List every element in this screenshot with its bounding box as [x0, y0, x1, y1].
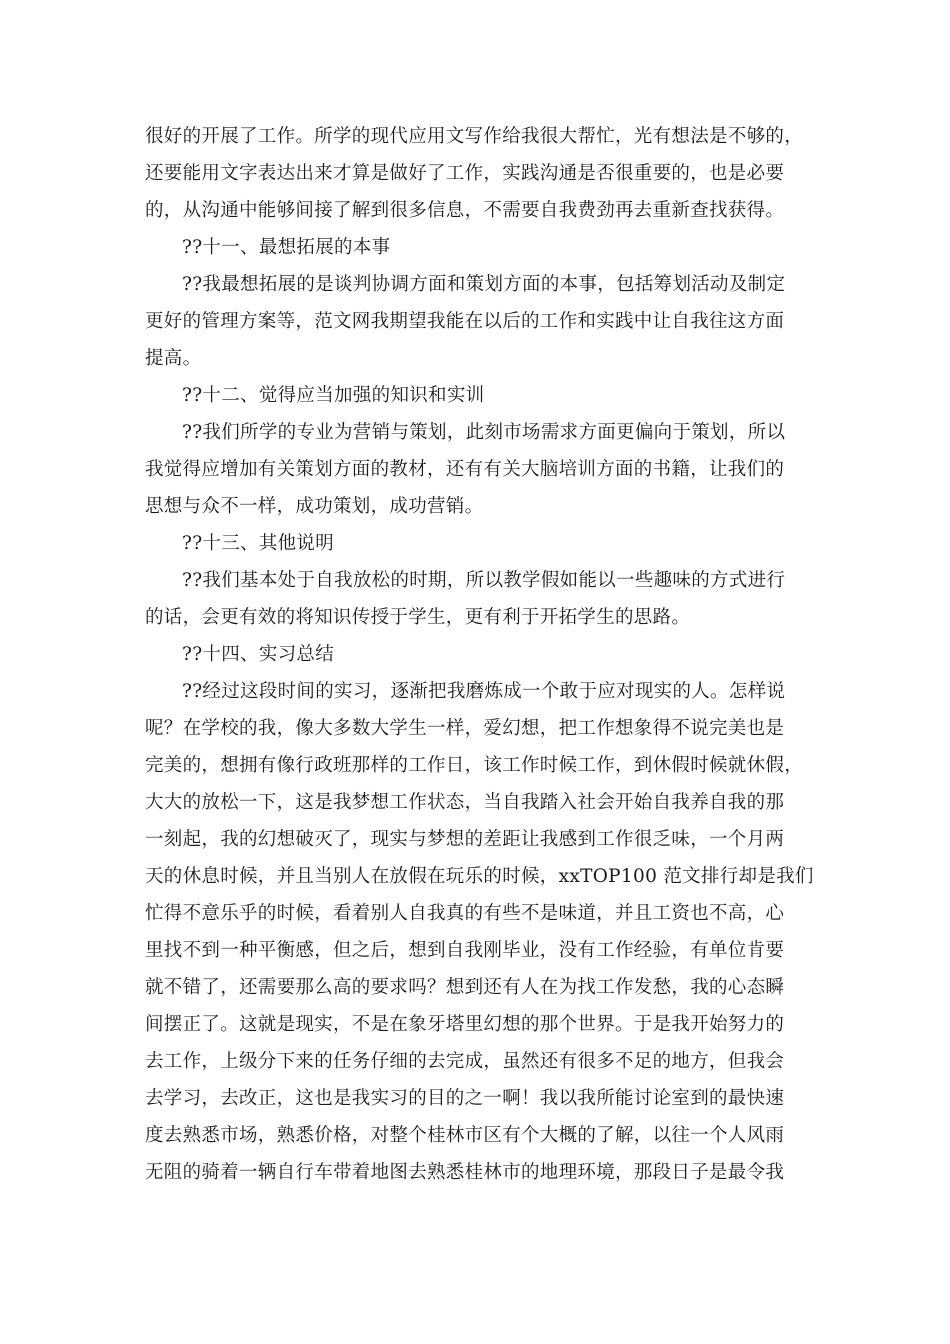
document-text-line: ??我们基本处于自我放松的时期，所以教学假如能以一些趣味的方式进行	[182, 570, 786, 591]
document-text-line: 间摆正了。这就是现实，不是在象牙塔里幻想的那个世界。于是我开始努力的	[145, 1014, 785, 1035]
document-text-line: 大大的放松一下，这是我梦想工作状态，当自我踏入社会开始自我养自我的那	[145, 792, 785, 813]
document-text-line: 还要能用文字表达出来才算是做好了工作，实践沟通是否很重要的，也是必要	[145, 163, 785, 184]
document-body-text	[145, 118, 814, 1191]
document-text-line: ??十三、其他说明	[182, 533, 335, 554]
document-text-line: 一刻起，我的幻想破灭了，现实与梦想的差距让我感到工作很乏味，一个月两	[145, 829, 785, 850]
document-text-line: ??十二、觉得应当加强的知识和实训	[182, 385, 485, 406]
document-text-line: 提高。	[145, 348, 202, 369]
document-text-line: 更好的管理方案等，范文网我期望我能在以后的工作和实践中让自我往这方面	[145, 311, 785, 332]
document-text-line: 忙得不意乐乎的时候，看着别人自我真的有些不是味道，并且工资也不高，心	[145, 903, 785, 924]
document-text-line: 思想与众不一样，成功策划，成功营销。	[145, 496, 484, 517]
document-text-line: 呢？在学校的我，像大多数大学生一样，爱幻想，把工作想象得不说完美也是	[145, 718, 785, 739]
document-text-line: 度去熟悉市场，熟悉价格，对整个桂林市区有个大概的了解，以往一个人风雨	[145, 1125, 785, 1146]
document-text-line: 的话，会更有效的将知识传授于学生，更有利于开拓学生的思路。	[145, 607, 691, 628]
document-text-line: 里找不到一种平衡感，但之后，想到自我刚毕业，没有工作经验，有单位肯要	[145, 940, 785, 961]
document-text-line: ??十一、最想拓展的本事	[182, 237, 391, 258]
document-text-line: 很好的开展了工作。所学的现代应用文写作给我很大帮忙，光有想法是不够的，	[145, 126, 804, 147]
document-text-line: 我觉得应增加有关策划方面的教材，还有有关大脑培训方面的书籍，让我们的	[145, 459, 785, 480]
document-text-line: 天的休息时候，并且当别人在放假在玩乐的时候，xxTOP100 范文排行却是我们	[145, 866, 814, 887]
document-text-line: ??我最想拓展的是谈判协调方面和策划方面的本事，包括筹划活动及制定	[182, 274, 786, 295]
document-text-line: 去学习，去改正，这也是我实习的目的之一啊！我以我所能讨论室到的最快速	[145, 1088, 785, 1109]
document-text-line: 的，从沟通中能够间接了解到很多信息，不需要自我费劲再去重新查找获得。	[145, 200, 785, 221]
document-text-line: ??十四、实习总结	[182, 644, 335, 665]
document-text-line: 完美的，想拥有像行政班那样的工作日，该工作时候工作，到休假时候就休假，	[145, 755, 804, 776]
document-text-line: 就不错了，还需要那么高的要求吗？想到还有人在为找工作发愁，我的心态瞬	[145, 977, 785, 998]
document-text-line: 去工作，上级分下来的任务仔细的去完成，虽然还有很多不足的地方，但我会	[145, 1051, 785, 1072]
document-text-line: 无阻的骑着一辆自行车带着地图去熟悉桂林市的地理环境，那段日子是最令我	[145, 1162, 785, 1183]
document-text-line: ??经过这段时间的实习，逐渐把我磨炼成一个敢于应对现实的人。怎样说	[182, 681, 786, 702]
document-text-line: ??我们所学的专业为营销与策划，此刻市场需求方面更偏向于策划，所以	[182, 422, 786, 443]
